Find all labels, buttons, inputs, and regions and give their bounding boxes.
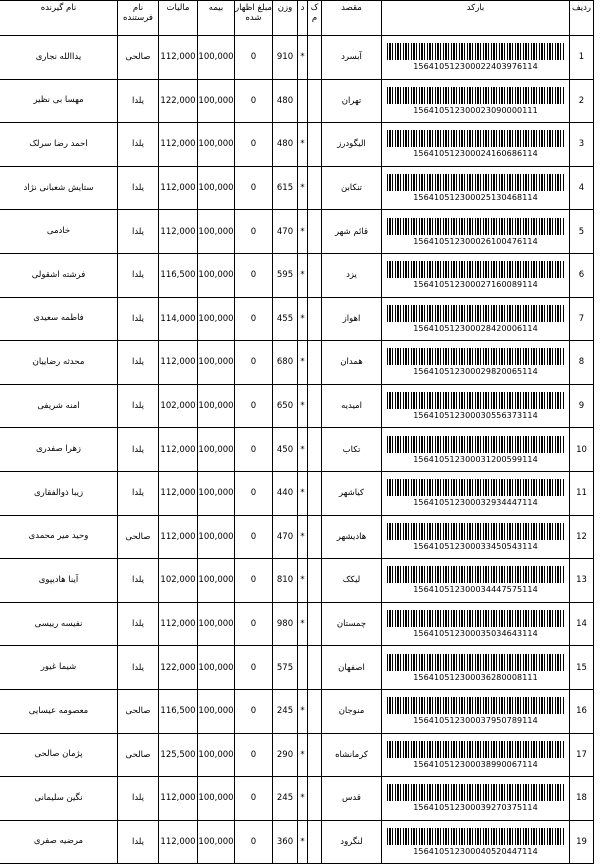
- barcode-cell: [382, 210, 570, 254]
- d-mark: *: [298, 210, 308, 254]
- destination: کیاشهر: [322, 471, 382, 515]
- destination: همدان: [322, 341, 382, 385]
- weight: 245: [273, 689, 298, 733]
- receiver-name: آینا هادیپوی: [0, 559, 118, 603]
- declared-amount: 0: [235, 733, 273, 777]
- barcode-image: [387, 218, 565, 235]
- sender-name: یلدا: [118, 253, 159, 297]
- row-number: 12: [570, 515, 594, 559]
- destination: اهواز: [322, 297, 382, 341]
- k-cell: [308, 36, 322, 80]
- insurance: 100,000: [198, 602, 235, 646]
- tax: 114,000: [159, 297, 198, 341]
- barcode-number: 156410512300023090000111: [413, 105, 538, 115]
- barcode-cell: [382, 515, 570, 559]
- receiver-name: پژمان صالحی: [0, 733, 118, 777]
- receiver-name: فاطمه سعیدی: [0, 297, 118, 341]
- barcode-cell: [382, 559, 570, 603]
- tax: 112,000: [159, 777, 198, 821]
- barcode-cell: [382, 79, 570, 123]
- tax: 112,000: [159, 471, 198, 515]
- declared-amount: 0: [235, 471, 273, 515]
- declared-amount: 0: [235, 777, 273, 821]
- receiver-name: احمد رضا سرلک: [0, 123, 118, 167]
- weight: 680: [273, 341, 298, 385]
- barcode-cell: [382, 297, 570, 341]
- tax: 102,000: [159, 559, 198, 603]
- barcode-number: 156410512300038990067114: [413, 759, 538, 769]
- table-row: [0, 297, 594, 341]
- receiver-name: ستایش شعبانی نژاد: [0, 166, 118, 210]
- barcode-cell: [382, 689, 570, 733]
- insurance: 100,000: [198, 777, 235, 821]
- weight: 455: [273, 297, 298, 341]
- receiver-name: مهسا بی نظیر: [0, 79, 118, 123]
- row-number: 16: [570, 689, 594, 733]
- row-number: 13: [570, 559, 594, 603]
- table-header: [0, 1, 594, 36]
- destination: لنگرود: [322, 820, 382, 864]
- weight: 245: [273, 777, 298, 821]
- d-mark: *: [298, 36, 308, 80]
- table-row: [0, 602, 594, 646]
- tax: 116,500: [159, 689, 198, 733]
- insurance: 100,000: [198, 428, 235, 472]
- barcode-cell: [382, 646, 570, 690]
- tax: 122,000: [159, 646, 198, 690]
- header-insurance: بیمه: [198, 1, 235, 36]
- header-weight: وزن: [273, 1, 298, 36]
- d-mark: *: [298, 297, 308, 341]
- sender-name: یلدا: [118, 428, 159, 472]
- barcode-cell: [382, 820, 570, 864]
- receiver-name: شیما غیور: [0, 646, 118, 690]
- d-mark: *: [298, 689, 308, 733]
- insurance: 100,000: [198, 341, 235, 385]
- k-cell: [308, 646, 322, 690]
- declared-amount: 0: [235, 602, 273, 646]
- declared-amount: 0: [235, 428, 273, 472]
- barcode-number: 156410512300039270375114: [413, 803, 538, 813]
- weight: 360: [273, 820, 298, 864]
- insurance: 100,000: [198, 733, 235, 777]
- barcode-image: [387, 741, 565, 758]
- table-row: [0, 210, 594, 254]
- header-d: د: [298, 1, 308, 36]
- row-number: 5: [570, 210, 594, 254]
- header-tax: مالیات: [159, 1, 198, 36]
- weight: 470: [273, 515, 298, 559]
- d-mark: *: [298, 384, 308, 428]
- header-barcode: بارکد: [382, 1, 570, 36]
- tax: 112,000: [159, 602, 198, 646]
- header-receiver: نام گیرنده: [0, 1, 118, 36]
- sender-name: یلدا: [118, 166, 159, 210]
- d-mark: *: [298, 515, 308, 559]
- barcode-cell: [382, 166, 570, 210]
- k-cell: [308, 253, 322, 297]
- destination: آبسرد: [322, 36, 382, 80]
- declared-amount: 0: [235, 297, 273, 341]
- barcode-cell: [382, 36, 570, 80]
- sender-name: یلدا: [118, 297, 159, 341]
- row-number: 3: [570, 123, 594, 167]
- d-mark: *: [298, 733, 308, 777]
- tax: 112,000: [159, 210, 198, 254]
- barcode-image: [387, 348, 565, 365]
- d-mark: *: [298, 123, 308, 167]
- barcode-image: [387, 87, 565, 104]
- destination: لیکک: [322, 559, 382, 603]
- barcode-image: [387, 130, 565, 147]
- d-mark: *: [298, 471, 308, 515]
- declared-amount: 0: [235, 341, 273, 385]
- k-cell: [308, 297, 322, 341]
- k-cell: [308, 777, 322, 821]
- weight: 650: [273, 384, 298, 428]
- header-row: ردیف: [570, 1, 594, 36]
- k-cell: [308, 123, 322, 167]
- barcode-cell: [382, 384, 570, 428]
- row-number: 14: [570, 602, 594, 646]
- insurance: 100,000: [198, 471, 235, 515]
- k-cell: [308, 384, 322, 428]
- header-declared: مبلغ اظهار شده: [235, 1, 273, 36]
- row-number: 18: [570, 777, 594, 821]
- tax: 125,500: [159, 733, 198, 777]
- d-mark: *: [298, 253, 308, 297]
- barcode-image: [387, 174, 565, 191]
- table-row: [0, 341, 594, 385]
- d-mark: *: [298, 341, 308, 385]
- weight: 480: [273, 123, 298, 167]
- sender-name: یلدا: [118, 79, 159, 123]
- insurance: 100,000: [198, 689, 235, 733]
- d-mark: *: [298, 602, 308, 646]
- tax: 116,500: [159, 253, 198, 297]
- row-number: 8: [570, 341, 594, 385]
- sender-name: یلدا: [118, 471, 159, 515]
- tax: 122,000: [159, 79, 198, 123]
- barcode-cell: [382, 123, 570, 167]
- destination: کرمانشاه: [322, 733, 382, 777]
- table-row: [0, 733, 594, 777]
- barcode-number: 156410512300033450543114: [413, 541, 538, 551]
- destination: اصفهان: [322, 646, 382, 690]
- table-row: [0, 471, 594, 515]
- tax: 112,000: [159, 36, 198, 80]
- declared-amount: 0: [235, 515, 273, 559]
- receiver-name: خادمی: [0, 210, 118, 254]
- barcode-number: 156410512300032934447114: [413, 498, 538, 508]
- sender-name: یلدا: [118, 646, 159, 690]
- insurance: 100,000: [198, 210, 235, 254]
- destination: امیدیه: [322, 384, 382, 428]
- table-row: [0, 36, 594, 80]
- barcode-image: [387, 261, 565, 278]
- destination: قائم شهر: [322, 210, 382, 254]
- destination: چمستان: [322, 602, 382, 646]
- weight: 615: [273, 166, 298, 210]
- declared-amount: 0: [235, 36, 273, 80]
- d-mark: *: [298, 559, 308, 603]
- header-sender: نام فرستنده: [118, 1, 159, 36]
- barcode-number: 156410512300035034643114: [413, 629, 538, 639]
- k-cell: [308, 733, 322, 777]
- weight: 910: [273, 36, 298, 80]
- declared-amount: 0: [235, 166, 273, 210]
- table-row: [0, 123, 594, 167]
- declared-amount: 0: [235, 820, 273, 864]
- sender-name: صالحی: [118, 689, 159, 733]
- table-row: [0, 79, 594, 123]
- d-mark: [298, 79, 308, 123]
- declared-amount: 0: [235, 689, 273, 733]
- table-row: [0, 646, 594, 690]
- row-number: 19: [570, 820, 594, 864]
- receiver-name: محدثه رضاییان: [0, 341, 118, 385]
- k-cell: [308, 515, 322, 559]
- barcode-cell: [382, 341, 570, 385]
- sender-name: یلدا: [118, 820, 159, 864]
- receiver-name: یداالله نجاری: [0, 36, 118, 80]
- barcode-number: 156410512300027160089114: [413, 280, 538, 290]
- barcode-number: 156410512300036280008111: [413, 672, 538, 682]
- barcode-number: 156410512300025130468114: [413, 193, 538, 203]
- barcode-cell: [382, 733, 570, 777]
- k-cell: [308, 559, 322, 603]
- insurance: 100,000: [198, 384, 235, 428]
- barcode-number: 156410512300022403976114: [413, 62, 538, 72]
- destination: الیگودرز: [322, 123, 382, 167]
- barcode-image: [387, 436, 565, 453]
- k-cell: [308, 471, 322, 515]
- barcode-number: 156410512300030556373114: [413, 411, 538, 421]
- barcode-image: [387, 654, 565, 671]
- weight: 440: [273, 471, 298, 515]
- table-row: [0, 166, 594, 210]
- weight: 290: [273, 733, 298, 777]
- destination: هادیشهر: [322, 515, 382, 559]
- table-row: [0, 689, 594, 733]
- barcode-image: [387, 392, 565, 409]
- insurance: 100,000: [198, 36, 235, 80]
- weight: 575: [273, 646, 298, 690]
- destination: یزد: [322, 253, 382, 297]
- insurance: 100,000: [198, 123, 235, 167]
- k-cell: [308, 341, 322, 385]
- row-number: 10: [570, 428, 594, 472]
- barcode-cell: [382, 253, 570, 297]
- receiver-name: زیبا ذوالفقاری: [0, 471, 118, 515]
- table-row: [0, 820, 594, 864]
- insurance: 100,000: [198, 646, 235, 690]
- k-cell: [308, 602, 322, 646]
- declared-amount: 0: [235, 253, 273, 297]
- insurance: 100,000: [198, 559, 235, 603]
- table-row: [0, 777, 594, 821]
- barcode-number: 156410512300026100476114: [413, 236, 538, 246]
- sender-name: یلدا: [118, 341, 159, 385]
- tax: 112,000: [159, 123, 198, 167]
- receiver-name: مرضیه صفری: [0, 820, 118, 864]
- table-row: [0, 384, 594, 428]
- k-cell: [308, 210, 322, 254]
- d-mark: *: [298, 166, 308, 210]
- insurance: 100,000: [198, 297, 235, 341]
- insurance: 100,000: [198, 79, 235, 123]
- k-cell: [308, 166, 322, 210]
- sender-name: یلدا: [118, 384, 159, 428]
- barcode-cell: [382, 777, 570, 821]
- sender-name: صالحی: [118, 733, 159, 777]
- header-k: ک م: [308, 1, 322, 36]
- declared-amount: 0: [235, 79, 273, 123]
- receiver-name: نفیسه رییسی: [0, 602, 118, 646]
- declared-amount: 0: [235, 646, 273, 690]
- row-number: 6: [570, 253, 594, 297]
- d-mark: [298, 646, 308, 690]
- destination: تهران: [322, 79, 382, 123]
- barcode-image: [387, 305, 565, 322]
- insurance: 100,000: [198, 253, 235, 297]
- tax: 102,000: [159, 384, 198, 428]
- weight: 480: [273, 79, 298, 123]
- barcode-image: [387, 784, 565, 801]
- weight: 595: [273, 253, 298, 297]
- receiver-name: زهرا صفدری: [0, 428, 118, 472]
- receiver-name: امنه شریفی: [0, 384, 118, 428]
- barcode-image: [387, 566, 565, 583]
- table-row: [0, 559, 594, 603]
- weight: 470: [273, 210, 298, 254]
- insurance: 100,000: [198, 166, 235, 210]
- barcode-image: [387, 828, 565, 845]
- receiver-name: فرشته اشقولی: [0, 253, 118, 297]
- table-row: [0, 253, 594, 297]
- receiver-name: وحید میر محمدی: [0, 515, 118, 559]
- declared-amount: 0: [235, 123, 273, 167]
- row-number: 11: [570, 471, 594, 515]
- destination: قدس: [322, 777, 382, 821]
- weight: 980: [273, 602, 298, 646]
- sender-name: یلدا: [118, 777, 159, 821]
- barcode-image: [387, 610, 565, 627]
- barcode-cell: [382, 602, 570, 646]
- k-cell: [308, 428, 322, 472]
- barcode-cell: [382, 428, 570, 472]
- sender-name: یلدا: [118, 123, 159, 167]
- d-mark: *: [298, 820, 308, 864]
- header-dest: مقصد: [322, 1, 382, 36]
- table-body: [0, 36, 594, 864]
- sender-name: صالحی: [118, 515, 159, 559]
- destination: تکاب: [322, 428, 382, 472]
- weight: 810: [273, 559, 298, 603]
- barcode-number: 156410512300031200599114: [413, 454, 538, 464]
- d-mark: *: [298, 428, 308, 472]
- tax: 112,000: [159, 515, 198, 559]
- table-row: [0, 515, 594, 559]
- row-number: 4: [570, 166, 594, 210]
- k-cell: [308, 79, 322, 123]
- declared-amount: 0: [235, 559, 273, 603]
- sender-name: یلدا: [118, 210, 159, 254]
- k-cell: [308, 820, 322, 864]
- barcode-number: 156410512300037950789114: [413, 716, 538, 726]
- tax: 112,000: [159, 428, 198, 472]
- d-mark: *: [298, 777, 308, 821]
- barcode-cell: [382, 471, 570, 515]
- row-number: 7: [570, 297, 594, 341]
- barcode-image: [387, 523, 565, 540]
- tax: 112,000: [159, 820, 198, 864]
- destination: تنکابن: [322, 166, 382, 210]
- barcode-number: 156410512300034447575114: [413, 585, 538, 595]
- receiver-name: معصومه عیسایی: [0, 689, 118, 733]
- sender-name: صالحی: [118, 36, 159, 80]
- tax: 112,000: [159, 341, 198, 385]
- insurance: 100,000: [198, 820, 235, 864]
- barcode-image: [387, 43, 565, 60]
- row-number: 15: [570, 646, 594, 690]
- barcode-number: 156410512300028420006114: [413, 323, 538, 333]
- declared-amount: 0: [235, 384, 273, 428]
- sender-name: یلدا: [118, 602, 159, 646]
- barcode-number: 156410512300024160686114: [413, 149, 538, 159]
- receiver-name: نگین سلیمانی: [0, 777, 118, 821]
- k-cell: [308, 689, 322, 733]
- destination: منوجان: [322, 689, 382, 733]
- row-number: 1: [570, 36, 594, 80]
- tax: 112,000: [159, 166, 198, 210]
- barcode-image: [387, 697, 565, 714]
- table-row: [0, 428, 594, 472]
- barcode-number: 156410512300040520447114: [413, 846, 538, 856]
- row-number: 9: [570, 384, 594, 428]
- row-number: 17: [570, 733, 594, 777]
- weight: 450: [273, 428, 298, 472]
- insurance: 100,000: [198, 515, 235, 559]
- row-number: 2: [570, 79, 594, 123]
- declared-amount: 0: [235, 210, 273, 254]
- barcode-image: [387, 479, 565, 496]
- barcode-number: 156410512300029820065114: [413, 367, 538, 377]
- sender-name: یلدا: [118, 559, 159, 603]
